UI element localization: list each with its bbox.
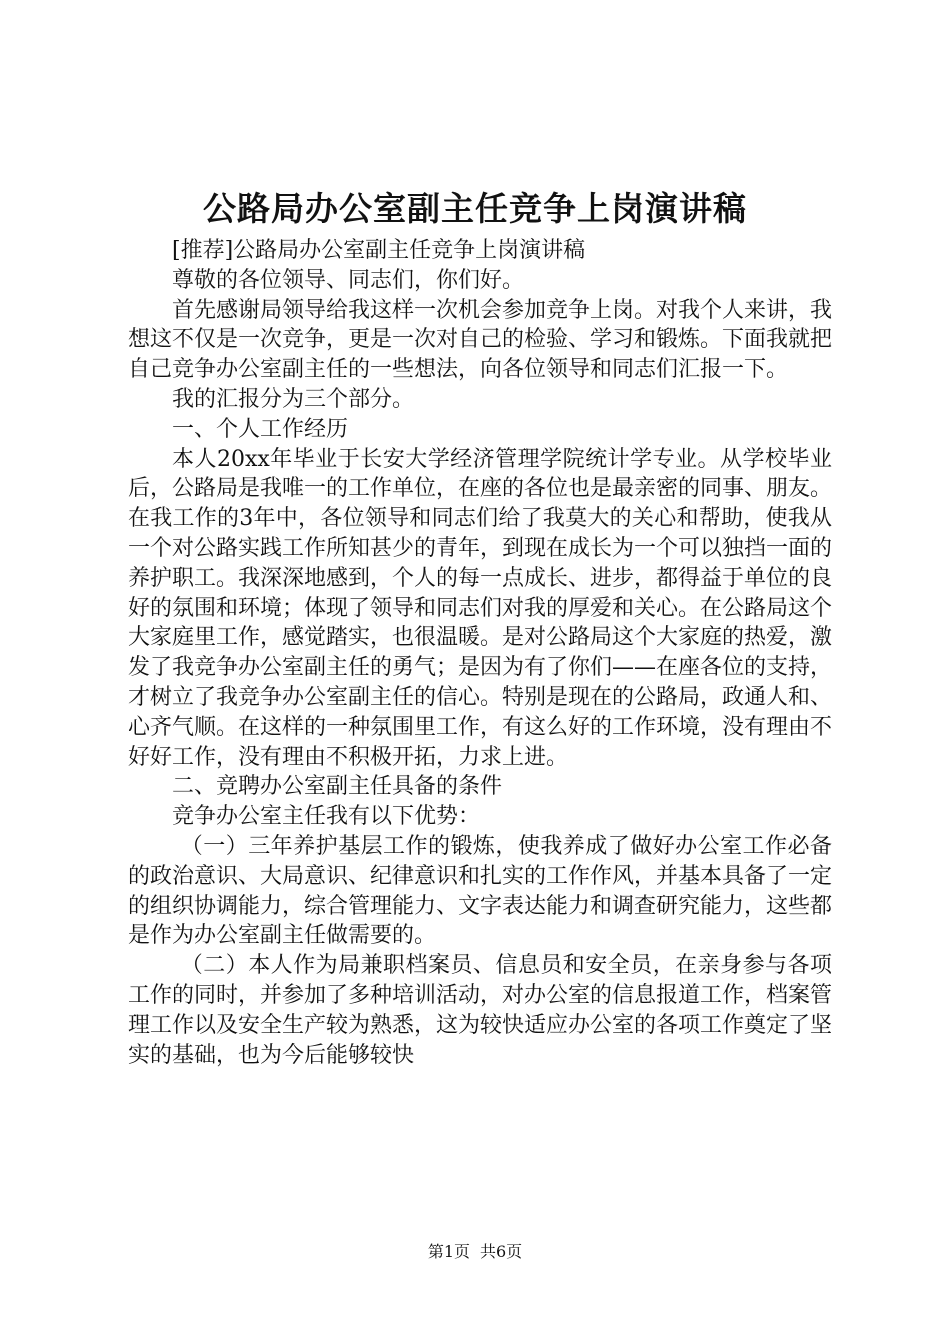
- section-heading-experience: 一、个人工作经历: [172, 416, 349, 442]
- paragraph-outline: 我的汇报分为三个部分。: [172, 386, 415, 412]
- paragraph-advantage-one: （一）三年养护基层工作的锻炼，使我养成了做好办公室工作必备的政治意识、大局意识、纪律意识和扎实的工作作风，并基本具备了一定的组织协调能力，综合管理能力、文字表达能力和调查研究能力，这些都是作为办公室副主任做需要的。: [128, 833, 833, 949]
- paragraph-recommend: [推荐]公路局办公室副主任竞争上岗演讲稿: [172, 238, 586, 263]
- document-title: 公路局办公室副主任竞争上岗演讲稿: [203, 189, 747, 228]
- page-number-current: 第1页: [427, 1242, 470, 1261]
- paragraph-advantages-lead: 竞争办公室主任我有以下优势：: [172, 804, 481, 830]
- paragraph-intro: 首先感谢局领导给我这样一次机会参加竞争上岗。对我个人来讲，我想这不仅是一次竞争，更是一次对自己的检验、学习和锻炼。下面我就把自己竞争办公室副主任的一些想法，向各位领导和同志们汇报一下。: [128, 297, 833, 383]
- document-body: [128, 236, 832, 1070]
- paragraph-experience: 本人20xx年毕业于长安大学经济管理学院统计学专业。从学校毕业后，公路局是我唯一的工作单位，在座的各位也是最亲密的同事、朋友。在我工作的3年中，各位领导和同志们给了我莫大的关心和帮助，使我从一个对公路实践工作所知甚少的青年，到现在成长为一个可以独挡一面的养护职工。我深深地感到，个人的每一点成长、进步，都得益于单位的良好的氛围和环境；体现了领导和同志们对我的厚爱和关心。在公路局这个大家庭里工作，感觉踏实，也很温暖。是对公路局这个大家庭的热爱，激发了我竞争办公室副主任的勇气；是因为有了你们——在座各位的支持，才树立了我竞争办公室副主任的信心。特别是现在的公路局，政通人和、心齐气顺。在这样的一种氛围里工作，有这么好的工作环境，没有理由不好好工作，没有理由不积极开拓，力求上进。: [128, 446, 833, 770]
- paragraph-greeting: 尊敬的各位领导、同志们，你们好。: [172, 267, 525, 293]
- section-heading-conditions: 二、竞聘办公室副主任具备的条件: [172, 774, 503, 800]
- paragraph-advantage-two: （二）本人作为局兼职档案员、信息员和安全员，在亲身参与各项工作的同时，并参加了多种培训活动，对办公室的信息报道工作，档案管理工作以及安全生产较为熟悉，这为较快适应办公室的各项工作奠定了坚实的基础，也为今后能够较快: [128, 953, 833, 1068]
- page-footer: [0, 1240, 950, 1264]
- page-number-total: 共6页: [480, 1242, 523, 1261]
